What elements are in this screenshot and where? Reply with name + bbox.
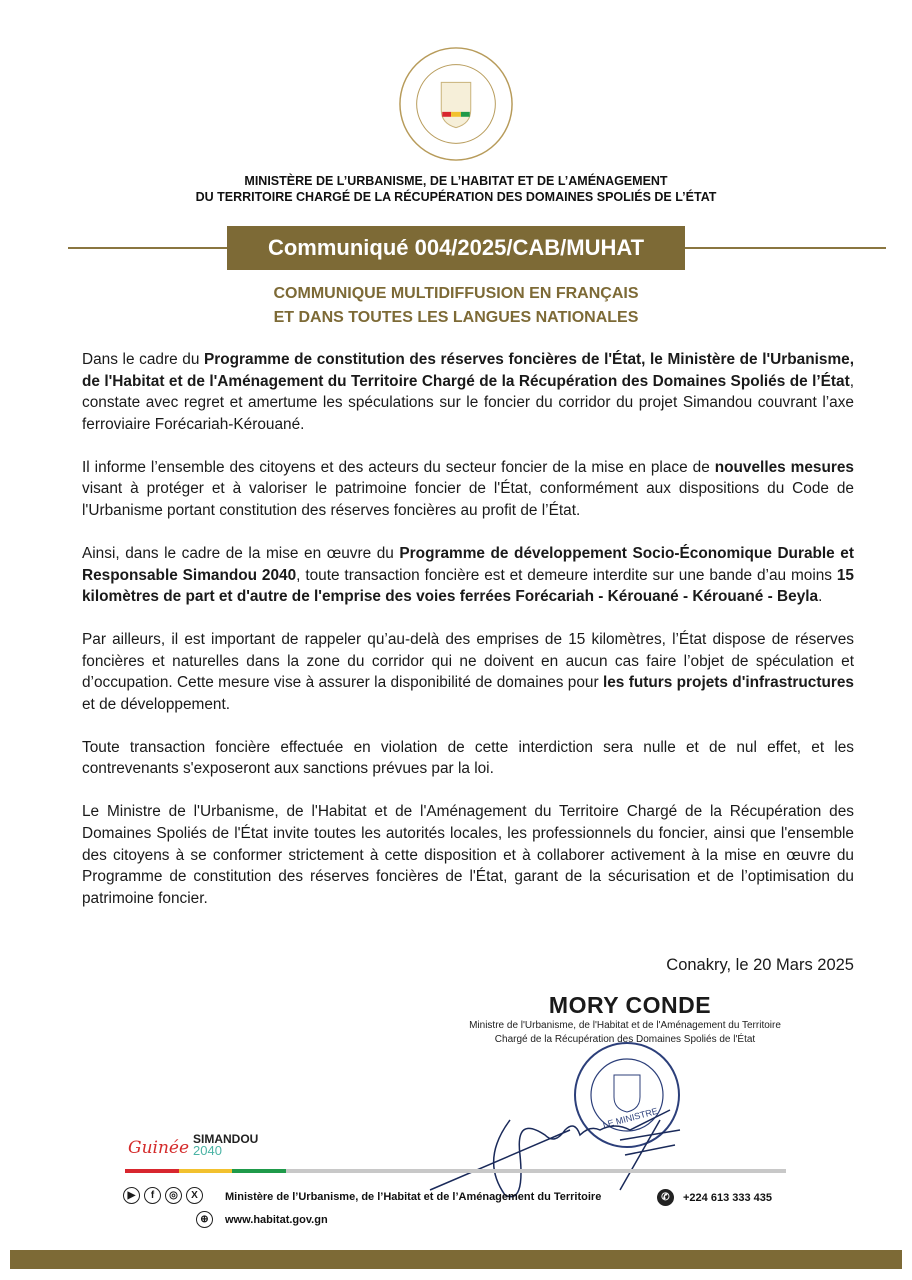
- paragraph-6: [82, 801, 854, 909]
- text: et de développement.: [82, 695, 231, 713]
- paragraph-5: [82, 737, 854, 780]
- text: , constate avec regret et amertume les spéculations sur le foncier du corridor du projet Simandou couvrant l’axe ferroviaire Forécariah-Kérouané.: [82, 372, 854, 433]
- text: Toute transaction foncière effectuée en violation de cette interdiction sera nulle et de nul effet, et les contrevenants s'exposeront aux sanctions prévues par la loi.: [82, 738, 854, 778]
- bold-text: nouvelles mesures: [714, 458, 854, 476]
- text: Il informe l’ensemble des citoyens et des acteurs du secteur foncier de la mise en place de: [82, 458, 715, 476]
- instagram-icon[interactable]: ◎: [165, 1187, 182, 1204]
- ministry-seal-logo: [397, 45, 515, 163]
- bold-text: 15 kilomètres de part et d'autre de l'emprise des voies ferrées Forécariah - Kérouané - Kérouané - Beyla: [82, 566, 854, 606]
- globe-icon: ⊕: [196, 1211, 213, 1228]
- divider-right: [684, 247, 886, 249]
- bold-text: Programme de constitution des réserves foncières de l'État, le Ministère de l'Urbanisme, de l'Habitat et de l'Aménagement du Territoire Chargé de la Récupération des Domaines Spoliés de l’État: [82, 351, 854, 390]
- signatory-title-line1: Ministre de l'Urbanisme, de l'Habitat et de l'Aménagement du Territoire: [469, 1020, 781, 1031]
- text: Par ailleurs, il est important de rappeler qu’au-delà des emprises de 15 kilomètres, l’État dispose de réserves foncières et naturelles dans la zone du corridor qui ne doivent en aucun cas faire l’objet de spéculation et d’occupation. Cette mesure vise à assurer la disponibilité de domaines pour: [82, 631, 854, 692]
- flag-bar-red: [125, 1169, 179, 1173]
- phone-icon: ✆: [657, 1189, 674, 1206]
- subtitle-line2: ET DANS TOUTES LES LANGUES NATIONALES: [273, 309, 639, 326]
- phone-number: +224 613 333 435: [683, 1192, 773, 1204]
- paragraph-4: [82, 629, 854, 715]
- bold-text: Programme de développement Socio-Économique Durable et Responsable Simandou 2040: [82, 544, 854, 584]
- place-date: Conakry, le 20 Mars 2025: [666, 956, 854, 974]
- simandou-logo: SIMANDOU 2040: [193, 1132, 259, 1158]
- divider-left: [68, 247, 228, 249]
- text: , toute transaction foncière est et demeure interdite sur une bande d’au moins: [296, 566, 837, 584]
- text: Dans le cadre du: [82, 351, 204, 368]
- paragraph-1: [82, 349, 854, 435]
- ministry-name-line1: MINISTÈRE DE L’URBANISME, DE L’HABITAT ET DE L’AMÉNAGEMENT: [244, 174, 668, 188]
- signatory-name: MORY CONDE: [548, 992, 712, 1018]
- text: .: [818, 588, 823, 606]
- paragraph-2: [82, 457, 854, 522]
- ministry-name-line2: DU TERRITOIRE CHARGÉ DE LA RÉCUPÉRATION DES DOMAINES SPOLIÉS DE L’ÉTAT: [195, 190, 717, 204]
- communique-reference: Communiqué 004/2025/CAB/MUHAT: [227, 226, 685, 270]
- signatory-title-line2: Chargé de la Récupération des Domaines Spoliés de l'État: [494, 1034, 756, 1045]
- bold-text: les futurs projets d'infrastructures: [602, 674, 854, 692]
- social-links: [123, 1187, 203, 1204]
- footer-ministry: Ministère de l’Urbanisme, de l’Habitat et de l’Aménagement du Territoire: [225, 1191, 602, 1203]
- text: Le Ministre de l'Urbanisme, de l'Habitat et de l'Aménagement du Territoire Chargé de la Récupération des Domaines Spoliés de l'État invite toutes les autorités locales, les professionnels du foncier, ainsi que l'ensemble des citoyens à se conformer strictement à cette disposition et à collaborer activement à la mise en œuvre du Programme de constitution des réserves foncières de l'État, garant de la sécurisation et de l’optimisation du patrimoine foncier.: [82, 803, 854, 907]
- guinee-logo: Guinée: [128, 1138, 190, 1158]
- paragraph-3: [82, 543, 854, 608]
- x-icon[interactable]: X: [186, 1187, 203, 1204]
- youtube-icon[interactable]: ▶: [123, 1187, 140, 1204]
- website-link[interactable]: www.habitat.gov.gn: [225, 1214, 328, 1226]
- facebook-icon[interactable]: f: [144, 1187, 161, 1204]
- text: Ainsi, dans le cadre de la mise en œuvre du: [82, 544, 400, 562]
- text: visant à protéger et à valoriser le patrimoine foncier de l'État, conformément aux dispositions du Code de l'Urbanisme portant constitution des réserves foncières au profit de l’État.: [82, 480, 854, 519]
- subtitle-line1: COMMUNIQUE MULTIDIFFUSION EN FRANÇAIS: [273, 285, 639, 302]
- flag-bar-green: [232, 1169, 286, 1173]
- handwritten-signature: [420, 1090, 740, 1200]
- stamp-text: LE MINISTRE: [601, 1105, 659, 1131]
- flag-bar-grey: [286, 1169, 786, 1173]
- flag-bar-yellow: [179, 1169, 232, 1173]
- communique-body: [82, 349, 854, 931]
- bottom-gold-bar: [10, 1250, 902, 1269]
